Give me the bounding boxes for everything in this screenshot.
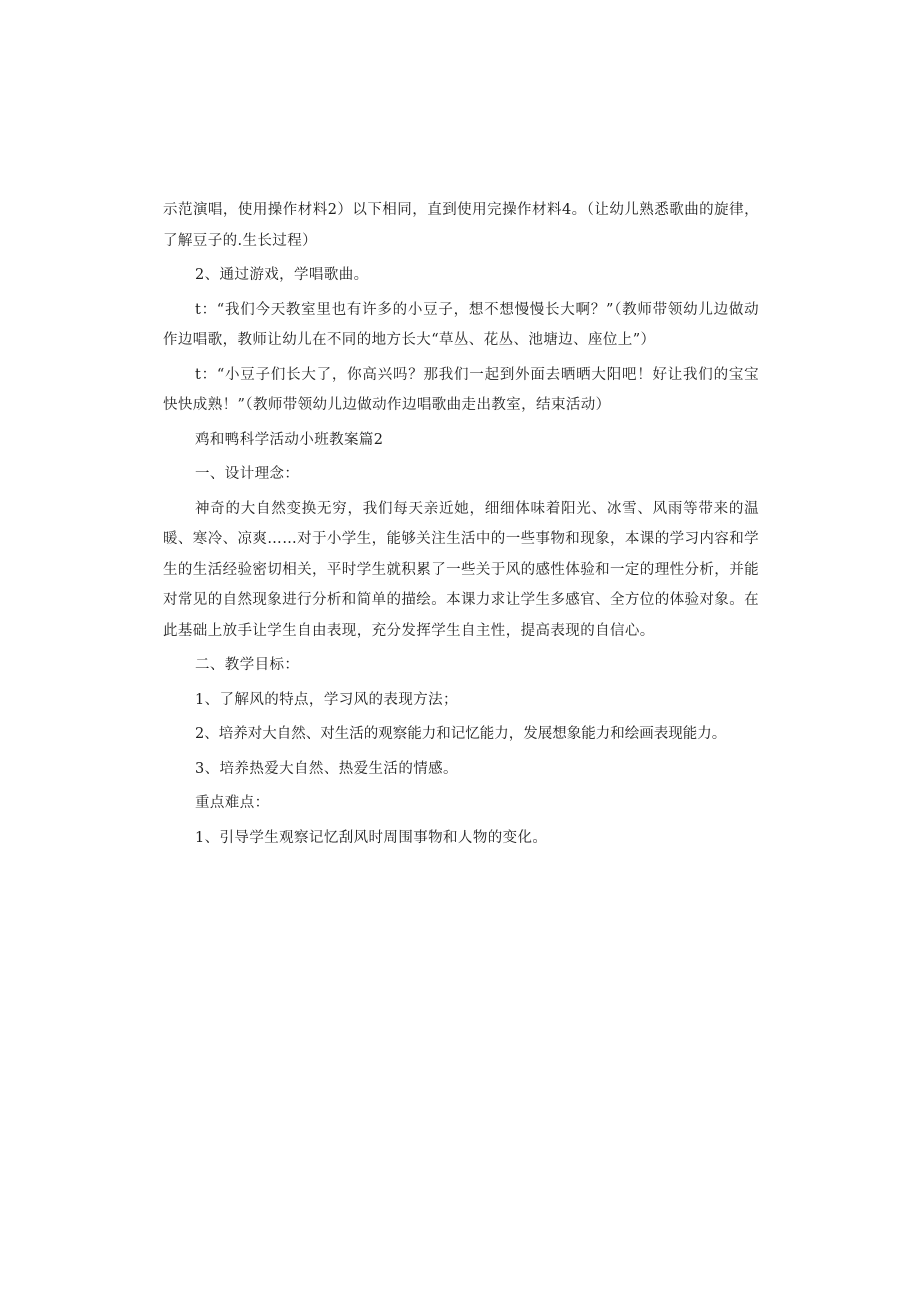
section-title-lesson-2: 鸡和鸭科学活动小班教案篇2 — [195, 431, 384, 448]
heading-design-concept: 一、设计理念： — [195, 466, 300, 482]
paragraph-demo-singing: 示范演唱，使用操作材料2）以下相同，直到使用完操作材料4。（让幼儿熟悉歌曲的旋律，了解豆子的.生长过程） — [163, 202, 759, 249]
goal-item-3: 3、培养热爱大自然、热爱生活的情感。 — [195, 760, 458, 777]
paragraph-design-concept: 神奇的大自然变换无穷，我们每天亲近她，细细体味着阳光、冰雪、风雨等带来的温暖、寒冷、凉爽……对于小学生，能够关注生活中的一些事物和现象，本课的学习内容和学生的生活经验密切相关，平时学生就积累了一些关于风的感性体验和一定的理性分析，并能对常见的自然现象进行分析和简单的描绘。本课力求让学生多感官、全方位的体验对象。在此基础上放手让学生自由表现，充分发挥学生自主性，提高表现的自信心。 — [163, 500, 759, 639]
heading-teaching-goals: 二、教学目标： — [195, 657, 300, 673]
heading-key-difficulties: 重点难点： — [195, 795, 270, 811]
paragraph-step-2-heading: 2、通过游戏，学唱歌曲。 — [195, 267, 369, 283]
goal-item-2: 2、培养对大自然、对生活的观察能力和记忆能力，发展想象能力和绘画表现能力。 — [195, 726, 727, 742]
paragraph-teacher-line-1: t：“我们今天教室里也有许多的小豆子，想不想慢慢长大啊？”（教师带领幼儿边做动作边唱歌，教师让幼儿在不同的地方长大“草丛、花丛、池塘边、座位上”） — [163, 301, 759, 348]
difficulty-item-1: 1、引导学生观察记忆刮风时周围事物和人物的变化。 — [195, 829, 548, 846]
goal-item-1: 1、了解风的特点，学习风的表现方法； — [195, 691, 458, 708]
paragraph-teacher-line-2: t：“小豆子们长大了，你高兴吗？那我们一起到外面去晒晒大阳吧！好让我们的宝宝快快成熟！”（教师带领幼儿边做动作边唱歌曲走出教室，结束活动） — [163, 366, 759, 413]
document-body — [163, 195, 759, 857]
